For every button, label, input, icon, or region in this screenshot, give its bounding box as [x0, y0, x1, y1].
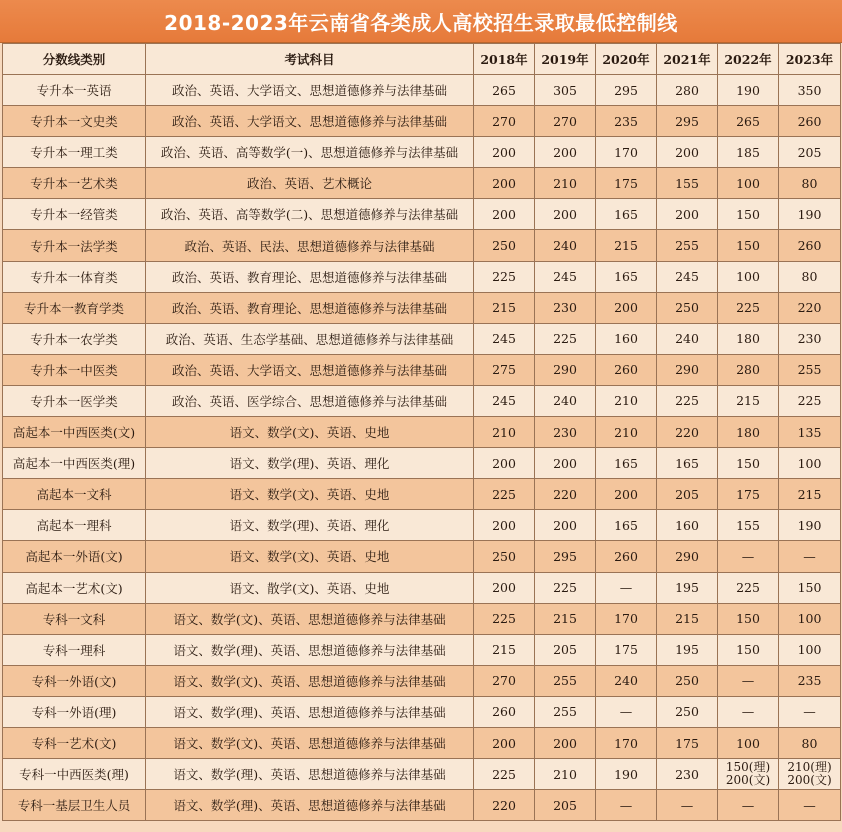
- cell-2018: 250: [474, 230, 535, 261]
- cell-subjects: 政治、英语、教育理论、思想道德修养与法律基础: [146, 292, 474, 323]
- header-row: [3, 44, 841, 75]
- cell-category: 专科一艺术(文): [3, 727, 146, 758]
- cell-2022: 100: [718, 727, 779, 758]
- cell-2020: 165: [596, 448, 657, 479]
- table-row: [3, 292, 841, 323]
- cell-category: 专科一文科: [3, 603, 146, 634]
- cell-2019: 230: [535, 417, 596, 448]
- header-year-2020: 2020年: [596, 44, 657, 75]
- cell-category: 高起本一外语(文): [3, 541, 146, 572]
- cell-2022: 185: [718, 137, 779, 168]
- cell-2018: 200: [474, 448, 535, 479]
- cell-2020: 295: [596, 75, 657, 106]
- score-table: [2, 43, 841, 821]
- cell-2019: 210: [535, 759, 596, 790]
- cell-subjects: 政治、英语、教育理论、思想道德修养与法律基础: [146, 261, 474, 292]
- cell-2020: 165: [596, 199, 657, 230]
- cell-2020: —: [596, 696, 657, 727]
- cell-2023: 80: [779, 727, 841, 758]
- cell-2020: 260: [596, 541, 657, 572]
- cell-2020: 165: [596, 261, 657, 292]
- cell-2018: 210: [474, 417, 535, 448]
- table-row: [3, 168, 841, 199]
- cell-subjects: 语文、数学(理)、英语、思想道德修养与法律基础: [146, 634, 474, 665]
- cell-2019: 230: [535, 292, 596, 323]
- cell-category: 专升本一理工类: [3, 137, 146, 168]
- table-row: [3, 448, 841, 479]
- header-subjects: 考试科目: [146, 44, 474, 75]
- cell-2020: 165: [596, 510, 657, 541]
- cell-2023: 230: [779, 323, 841, 354]
- table-row: [3, 75, 841, 106]
- header-year-2022: 2022年: [718, 44, 779, 75]
- cell-subjects: 政治、英语、艺术概论: [146, 168, 474, 199]
- cell-2022: 150: [718, 634, 779, 665]
- cell-2021: 290: [657, 541, 718, 572]
- table-row: [3, 510, 841, 541]
- cell-subjects: 语文、数学(文)、英语、思想道德修养与法律基础: [146, 727, 474, 758]
- cell-2018: 215: [474, 292, 535, 323]
- cell-2018: 245: [474, 385, 535, 416]
- cell-2018: 220: [474, 790, 535, 821]
- cell-subjects: 语文、数学(文)、英语、史地: [146, 417, 474, 448]
- cell-subjects: 语文、数学(文)、英语、史地: [146, 541, 474, 572]
- cell-2023: 215: [779, 479, 841, 510]
- cell-2021: 240: [657, 323, 718, 354]
- cell-2021: 290: [657, 354, 718, 385]
- cell-subjects: 语文、数学(理)、英语、思想道德修养与法律基础: [146, 790, 474, 821]
- table-row: [3, 759, 841, 790]
- table-row: [3, 727, 841, 758]
- cell-2022: 215: [718, 385, 779, 416]
- cell-2023: 190: [779, 510, 841, 541]
- cell-2019: 200: [535, 727, 596, 758]
- cell-category: 专升本一农学类: [3, 323, 146, 354]
- cell-2018: 200: [474, 727, 535, 758]
- cell-category: 专科一基层卫生人员: [3, 790, 146, 821]
- cell-2020: 210: [596, 417, 657, 448]
- cell-2019: 240: [535, 230, 596, 261]
- cell-subjects: 语文、数学(文)、英语、史地: [146, 479, 474, 510]
- cell-2022: 225: [718, 292, 779, 323]
- cell-2023: 190: [779, 199, 841, 230]
- cell-subjects: 语文、数学(理)、英语、思想道德修养与法律基础: [146, 759, 474, 790]
- cell-subjects: 语文、散学(文)、英语、史地: [146, 572, 474, 603]
- header-category: 分数线类别: [3, 44, 146, 75]
- cell-2023: 80: [779, 168, 841, 199]
- cell-2020: 175: [596, 168, 657, 199]
- cell-subjects: 政治、英语、民法、思想道德修养与法律基础: [146, 230, 474, 261]
- table-row: [3, 385, 841, 416]
- table-row: [3, 665, 841, 696]
- table-row: [3, 354, 841, 385]
- cell-category: 专升本一英语: [3, 75, 146, 106]
- cell-2023: 225: [779, 385, 841, 416]
- cell-category: 专科一外语(理): [3, 696, 146, 727]
- cell-2020: 170: [596, 603, 657, 634]
- cell-2019: 225: [535, 323, 596, 354]
- cell-2022: —: [718, 696, 779, 727]
- cell-subjects: 语文、数学(理)、英语、理化: [146, 510, 474, 541]
- header-year-2019: 2019年: [535, 44, 596, 75]
- cell-2019: 255: [535, 665, 596, 696]
- cell-category: 专升本一医学类: [3, 385, 146, 416]
- cell-2021: 205: [657, 479, 718, 510]
- cell-2019: 205: [535, 634, 596, 665]
- cell-subjects: 政治、英语、大学语文、思想道德修养与法律基础: [146, 354, 474, 385]
- cell-line: 200(文): [725, 773, 771, 788]
- header-year-2021: 2021年: [657, 44, 718, 75]
- cell-2023: —: [779, 541, 841, 572]
- cell-subjects: 政治、英语、大学语文、思想道德修养与法律基础: [146, 106, 474, 137]
- cell-2019: 200: [535, 448, 596, 479]
- cell-2022: —: [718, 790, 779, 821]
- cell-2019: 205: [535, 790, 596, 821]
- header-year-2018: 2018年: [474, 44, 535, 75]
- cell-2020: 215: [596, 230, 657, 261]
- cell-2023: 100: [779, 448, 841, 479]
- cell-subjects: 政治、英语、高等数学(一)、思想道德修养与法律基础: [146, 137, 474, 168]
- cell-2021: 230: [657, 759, 718, 790]
- cell-2018: 260: [474, 696, 535, 727]
- cell-category: 专升本一文史类: [3, 106, 146, 137]
- cell-2018: 225: [474, 479, 535, 510]
- cell-category: 专科一外语(文): [3, 665, 146, 696]
- cell-2022: 265: [718, 106, 779, 137]
- cell-category: 专升本一艺术类: [3, 168, 146, 199]
- cell-2019: 200: [535, 199, 596, 230]
- table-row: [3, 696, 841, 727]
- cell-2023: 80: [779, 261, 841, 292]
- cell-2019: 295: [535, 541, 596, 572]
- cell-2021: 250: [657, 292, 718, 323]
- cell-2023: 260: [779, 106, 841, 137]
- cell-2023: 150: [779, 572, 841, 603]
- cell-2018: 265: [474, 75, 535, 106]
- cell-2021: 195: [657, 572, 718, 603]
- cell-2019: 200: [535, 510, 596, 541]
- cell-2018: 215: [474, 634, 535, 665]
- cell-2019: 225: [535, 572, 596, 603]
- cell-2018: 250: [474, 541, 535, 572]
- cell-2018: 225: [474, 759, 535, 790]
- cell-line: 150(理): [725, 760, 771, 775]
- table-row: [3, 572, 841, 603]
- cell-2021: 280: [657, 75, 718, 106]
- cell-category: 高起本一艺术(文): [3, 572, 146, 603]
- cell-subjects: 政治、英语、生态学基础、思想道德修养与法律基础: [146, 323, 474, 354]
- cell-2022: 150: [718, 199, 779, 230]
- cell-subjects: 语文、数学(文)、英语、思想道德修养与法律基础: [146, 665, 474, 696]
- cell-2019: 245: [535, 261, 596, 292]
- cell-2018: 270: [474, 106, 535, 137]
- table-row: [3, 417, 841, 448]
- page-title: 2018-2023年云南省各类成人高校招生录取最低控制线: [0, 0, 842, 43]
- cell-2021: 215: [657, 603, 718, 634]
- cell-category: 专升本一经管类: [3, 199, 146, 230]
- cell-category: 专升本一法学类: [3, 230, 146, 261]
- cell-2020: 175: [596, 634, 657, 665]
- cell-2023: 220: [779, 292, 841, 323]
- cell-2023: 100: [779, 634, 841, 665]
- cell-2019: 270: [535, 106, 596, 137]
- cell-2018: 200: [474, 137, 535, 168]
- cell-2021: 200: [657, 199, 718, 230]
- cell-category: 专升本一体育类: [3, 261, 146, 292]
- cell-category: 高起本一文科: [3, 479, 146, 510]
- cell-2023: 205: [779, 137, 841, 168]
- cell-2023: 255: [779, 354, 841, 385]
- cell-2022: 180: [718, 323, 779, 354]
- cell-category: 专升本一中医类: [3, 354, 146, 385]
- cell-2018: 200: [474, 572, 535, 603]
- cell-subjects: 政治、英语、医学综合、思想道德修养与法律基础: [146, 385, 474, 416]
- table-row: [3, 790, 841, 821]
- cell-2021: 160: [657, 510, 718, 541]
- cell-2018: 200: [474, 510, 535, 541]
- cell-2019: 255: [535, 696, 596, 727]
- cell-2021: 250: [657, 696, 718, 727]
- cell-category: 专升本一教育学类: [3, 292, 146, 323]
- cell-2021: 165: [657, 448, 718, 479]
- cell-2018: 225: [474, 603, 535, 634]
- cell-2022: —: [718, 665, 779, 696]
- cell-2021: 220: [657, 417, 718, 448]
- cell-2023: —: [779, 696, 841, 727]
- cell-2022: 100: [718, 261, 779, 292]
- cell-2021: —: [657, 790, 718, 821]
- cell-2019: 305: [535, 75, 596, 106]
- cell-category: 专科一中西医类(理): [3, 759, 146, 790]
- cell-2019: 200: [535, 137, 596, 168]
- cell-subjects: 政治、英语、高等数学(二)、思想道德修养与法律基础: [146, 199, 474, 230]
- cell-2021: 245: [657, 261, 718, 292]
- table-row: [3, 479, 841, 510]
- cell-2021: 295: [657, 106, 718, 137]
- cell-2021: 250: [657, 665, 718, 696]
- cell-subjects: 政治、英语、大学语文、思想道德修养与法律基础: [146, 75, 474, 106]
- cell-2018: 200: [474, 199, 535, 230]
- cell-2022: 155: [718, 510, 779, 541]
- cell-2021: 175: [657, 727, 718, 758]
- cell-2019: 290: [535, 354, 596, 385]
- cell-2019: 215: [535, 603, 596, 634]
- cell-2020: 170: [596, 727, 657, 758]
- cell-2020: 235: [596, 106, 657, 137]
- cell-2018: 270: [474, 665, 535, 696]
- cell-2019: 240: [535, 385, 596, 416]
- cell-2018: 200: [474, 168, 535, 199]
- cell-subjects: 语文、数学(理)、英语、思想道德修养与法律基础: [146, 696, 474, 727]
- cell-2021: 200: [657, 137, 718, 168]
- cell-category: 专科一理科: [3, 634, 146, 665]
- cell-2022: 150: [718, 603, 779, 634]
- cell-2023: 135: [779, 417, 841, 448]
- cell-2020: 170: [596, 137, 657, 168]
- cell-2022: 225: [718, 572, 779, 603]
- cell-2023: —: [779, 790, 841, 821]
- cell-category: 高起本一理科: [3, 510, 146, 541]
- cell-2022: 150: [718, 448, 779, 479]
- table-row: [3, 230, 841, 261]
- table-header: [3, 44, 841, 75]
- cell-2018: 225: [474, 261, 535, 292]
- cell-2020: 260: [596, 354, 657, 385]
- cell-2021: 195: [657, 634, 718, 665]
- table-row: [3, 541, 841, 572]
- cell-category: 高起本一中西医类(理): [3, 448, 146, 479]
- cell-2018: 275: [474, 354, 535, 385]
- cell-2023: [779, 759, 841, 790]
- cell-2022: —: [718, 541, 779, 572]
- table-row: [3, 106, 841, 137]
- table-row: [3, 261, 841, 292]
- cell-2021: 225: [657, 385, 718, 416]
- cell-2020: 200: [596, 292, 657, 323]
- table-row: [3, 603, 841, 634]
- cell-2022: 150: [718, 230, 779, 261]
- table-row: [3, 323, 841, 354]
- cell-2022: [718, 759, 779, 790]
- cell-subjects: 语文、数学(文)、英语、思想道德修养与法律基础: [146, 603, 474, 634]
- cell-category: 高起本一中西医类(文): [3, 417, 146, 448]
- table-row: [3, 199, 841, 230]
- table-row: [3, 137, 841, 168]
- header-year-2023: 2023年: [779, 44, 841, 75]
- cell-2022: 100: [718, 168, 779, 199]
- cell-2023: 100: [779, 603, 841, 634]
- cell-line: 200(文): [787, 773, 832, 788]
- cell-2020: 210: [596, 385, 657, 416]
- cell-2020: 240: [596, 665, 657, 696]
- cell-2022: 280: [718, 354, 779, 385]
- table-body: [3, 75, 841, 821]
- cell-line: 210(理): [787, 760, 832, 775]
- cell-2021: 155: [657, 168, 718, 199]
- table-row: [3, 634, 841, 665]
- cell-subjects: 语文、数学(理)、英语、理化: [146, 448, 474, 479]
- cell-2019: 220: [535, 479, 596, 510]
- cell-2020: 160: [596, 323, 657, 354]
- cell-2022: 175: [718, 479, 779, 510]
- cell-2022: 190: [718, 75, 779, 106]
- cell-2022: 180: [718, 417, 779, 448]
- cell-2020: 190: [596, 759, 657, 790]
- cell-2021: 255: [657, 230, 718, 261]
- cell-2020: —: [596, 572, 657, 603]
- cell-2023: 350: [779, 75, 841, 106]
- cell-2023: 260: [779, 230, 841, 261]
- cell-2020: 200: [596, 479, 657, 510]
- cell-2019: 210: [535, 168, 596, 199]
- cell-2020: —: [596, 790, 657, 821]
- cell-2018: 245: [474, 323, 535, 354]
- cell-2023: 235: [779, 665, 841, 696]
